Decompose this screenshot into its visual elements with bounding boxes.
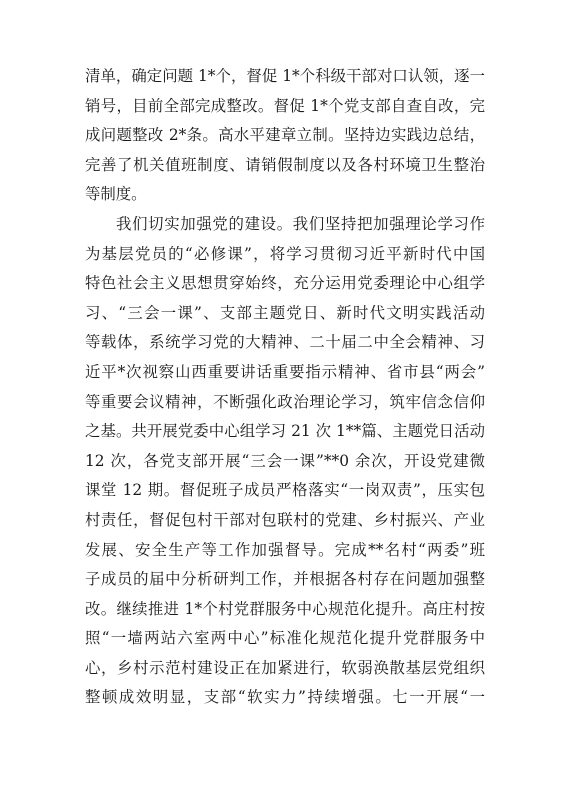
text-line: 等重要会议精神，不断强化政治理论学习，筑牢信念信仰 <box>85 392 485 411</box>
text-line: 销号，目前全部完成整改。督促 1*个党支部自查自改，完 <box>85 96 485 115</box>
text-line: 村责任，督促包村干部对包联村的党建、乡村振兴、产业 <box>85 510 485 529</box>
document-body <box>85 62 485 713</box>
text-line: 整顿成效明显，支部“软实力”持续增强。七一开展“一 <box>85 688 485 707</box>
text-line: 等制度。 <box>85 185 147 204</box>
text-line: 成问题整改 2*条。高水平建章立制。坚持边实践边总结， <box>85 126 485 145</box>
text-line: 课堂 12 期。督促班子成员严格落实“一岗双责”，压实包 <box>85 481 485 500</box>
text-line: 改。继续推进 1*个村党群服务中心规范化提升。高庄村按 <box>85 599 485 618</box>
text-line: 子成员的届中分析研判工作，并根据各村存在问题加强整 <box>85 570 485 589</box>
text-line: 发展、安全生产等工作加强督导。完成**名村“两委”班 <box>85 540 485 559</box>
text-line: 等载体，系统学习党的大精神、二十届二中全会精神、习 <box>85 333 485 352</box>
text-line: 清单，确定问题 1*个，督促 1*个科级干部对口认领，逐一 <box>85 67 485 85</box>
text-line: 特色社会主义思想贯穿始终，充分运用党委理论中心组学 <box>85 274 485 293</box>
text-line: 完善了机关值班制度、请销假制度以及各村环境卫生整治 <box>85 155 485 174</box>
text-line: 习、“三会一课”、支部主题党日、新时代文明实践活动 <box>85 303 485 322</box>
text-line: 之基。共开展党委中心组学习 21 次 1**篇、主题党日活动 <box>85 422 485 441</box>
text-line: 12 次，各党支部开展“三会一课”**0 余次，开设党建微 <box>85 451 485 470</box>
text-line: 近平*次视察山西重要讲话重要指示精神、省市县“两会” <box>85 362 485 381</box>
text-line: 我们切实加强党的建设。我们坚持把加强理论学习作 <box>116 214 485 233</box>
text-line: 照“一墙两站六室两中心”标准化规范化提升党群服务中 <box>85 629 485 648</box>
text-line: 为基层党员的“必修课”，将学习贯彻习近平新时代中国 <box>85 244 485 263</box>
text-line: 心，乡村示范村建设正在加紧进行，软弱涣散基层党组织 <box>85 658 485 677</box>
